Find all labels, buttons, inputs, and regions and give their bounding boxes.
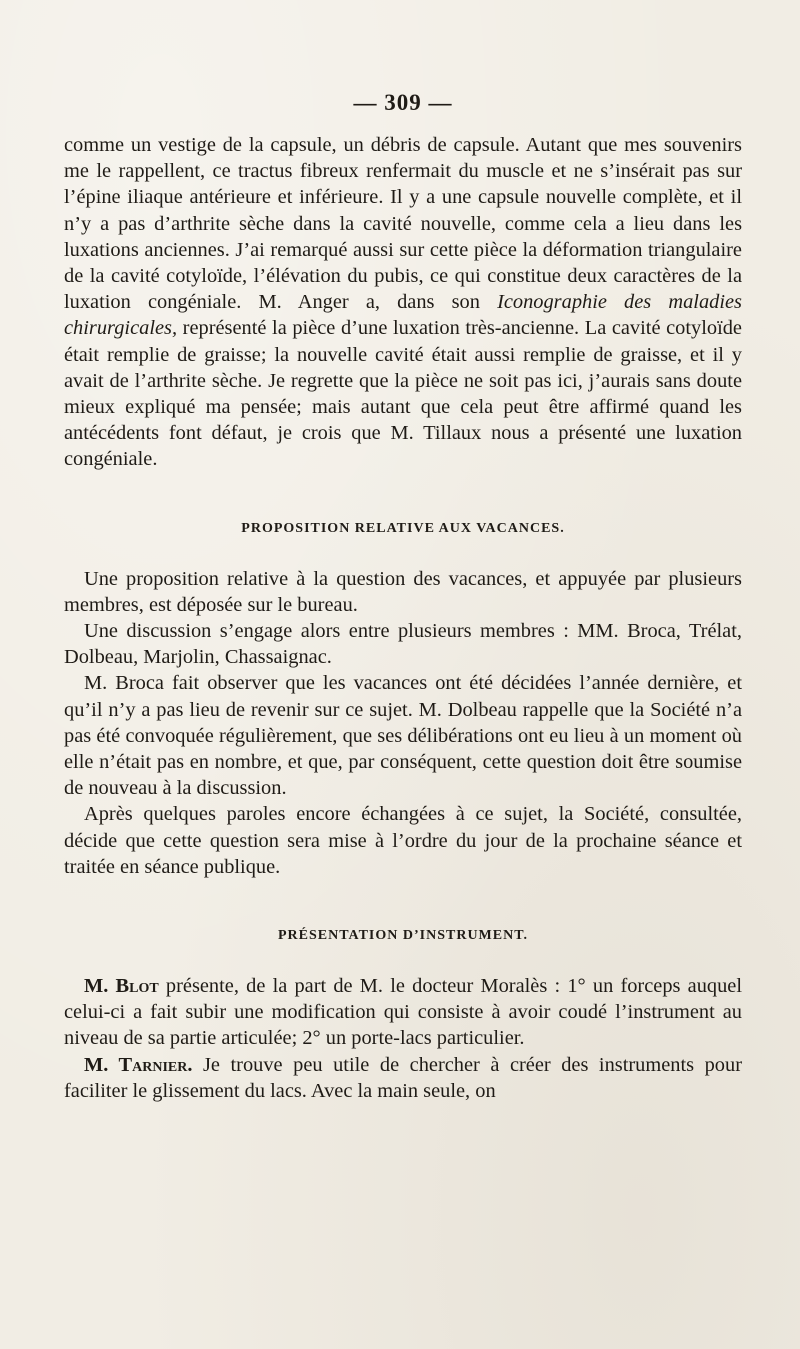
page-number: — 309 — <box>353 90 453 115</box>
paragraph-decision: Après quelques paroles encore échangées à ce sujet, la Société, consultée, décide que cette question sera mise à l’ordre du jour de la prochaine séance et traitée en séance publique. <box>64 803 742 878</box>
book-title-italic: Iconographie des maladies chirurgicales, <box>64 291 742 340</box>
paragraph-discussion: Une discussion s’engage alors entre plusieurs membres : MM. Broca, Trélat, Dolbeau, Marjolin, Chassaignac. <box>64 620 742 669</box>
paragraph-tarnier <box>64 1052 742 1104</box>
speaker-blot: M. Blot <box>84 975 159 998</box>
section-heading-vacances: PROPOSITION RELATIVE AUX VACANCES. <box>241 520 565 536</box>
section-heading-instrument: PRÉSENTATION D’INSTRUMENT. <box>277 928 529 944</box>
paragraph-continued-discussion <box>64 132 742 473</box>
paragraph-blot <box>64 973 742 1052</box>
paragraph-tarnier-text: Je trouve peu utile de chercher à créer des instruments pour faciliter le glissement du lacs. Avec la main seule, on <box>64 1053 742 1102</box>
paragraph-blot-text: présente, de la part de M. le docteur Moralès : 1° un forceps auquel celui-ci a fait subir une modification qui consiste à avoir coudé l’instrument au niveau de sa partie articulée; 2° un porte-lacs particulier. <box>64 975 742 1050</box>
paragraph-broca-dolbeau: M. Broca fait observer que les vacances ont été décidées l’année dernière, et qu’il n’y a pas lieu de revenir sur ce sujet. M. Dolbeau rappelle que la Société n’a pas été convoquée régulièrement, que ses délibérations ont eu lieu à un moment où elle n’était pas en nombre, et que, par conséquent, cette question doit être soumise de nouveau à la discussion. <box>64 672 742 800</box>
paragraph-proposition: Une proposition relative à la question des vacances, et appuyée par plusieurs membres, est déposée sur le bureau. <box>64 567 742 616</box>
speaker-tarnier: M. Tarnier. <box>84 1053 193 1076</box>
paragraph-text-b: représenté la pièce d’une luxation très-ancienne. La cavité cotyloïde était remplie de graisse; la nouvelle cavité était aussi remplie de graisse, et il y avait de l’arthrite sèche. Je regrette que la pièce ne soit pas ici, j’aurais sans doute mieux expliqué ma pensée; mais autant que cela peut être affirmé quand les antécédents font défaut, je crois que M. Tillaux nous a présenté une luxation congéniale. <box>64 317 742 471</box>
paragraph-text-a: comme un vestige de la capsule, un débris de capsule. Autant que mes souvenirs me le rappellent, ce tractus fibreux renfermait du muscle et ne s’insérait pas sur l’épine iliaque antérieure et inférieure. Il y a une capsule nouvelle complète, et il n’y a pas d’arthrite sèche dans la cavité nouvelle, comme cela a lieu dans les luxations anciennes. J’ai remarqué aussi sur cette pièce la déformation triangulaire de la cavité cotyloïde, l’élévation du pubis, ce qui constitue deux caractères de la luxation congéniale. M. Anger a, dans son <box>64 134 742 314</box>
